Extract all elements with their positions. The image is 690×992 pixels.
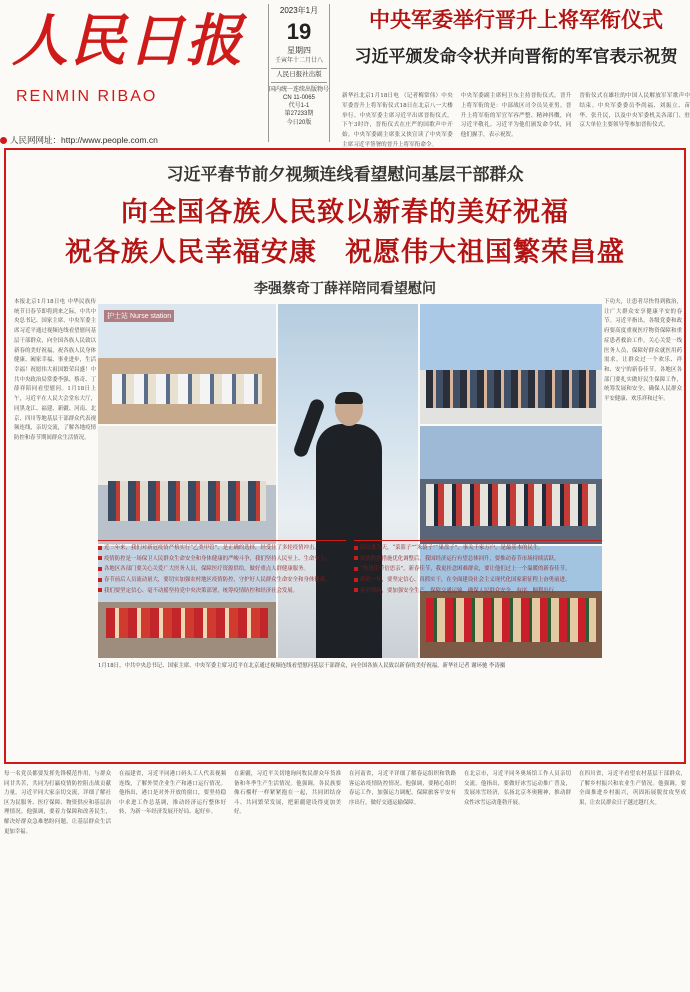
key-point: 春节前后人员流动量大，要切实加强农村地区疫情防控，守护好人民群众生命安全和身体健康。 bbox=[98, 576, 346, 586]
key-point: 疫情防控措施优化调整后，我国经济运行有望总体回升，要推动春节市场持续活跃。 bbox=[354, 555, 602, 565]
date-year-month: 2023年1月 bbox=[279, 6, 319, 15]
photo-railway-station[interactable] bbox=[420, 426, 602, 544]
portrait-hair bbox=[335, 392, 363, 404]
main-story-kicker: 习近平春节前夕视频连线看望慰问基层干部群众 bbox=[166, 165, 524, 185]
issue-number: 第27233期 bbox=[284, 111, 314, 118]
top-story[interactable] bbox=[342, 4, 690, 148]
main-story-frame bbox=[4, 148, 686, 764]
top-story-body bbox=[342, 92, 690, 151]
masthead bbox=[0, 0, 690, 148]
photo-port-workers[interactable] bbox=[420, 304, 602, 424]
date-day: 19 bbox=[286, 18, 312, 44]
key-point: 春节期间，要加强安全生产，保障交通运输，确保人民群众安全、有序、顺利出行。 bbox=[354, 587, 602, 597]
body-column: 在四川省，习近平看望农村基层干部群众，了解乡村振兴和农业生产情况。他强调，要全面推进乡村振兴，巩固拓展脱贫攻坚成果，让农民群众日子越过越红火。 bbox=[579, 771, 686, 806]
bullet-square-icon bbox=[98, 588, 102, 592]
lower-body-text bbox=[4, 770, 686, 988]
photo-nurse-station[interactable] bbox=[98, 304, 276, 424]
logo-chinese: 人民日报 bbox=[12, 8, 244, 74]
main-headline-2[interactable]: 祝各族人民幸福安康 祝愿伟大祖国繁荣昌盛 bbox=[65, 237, 625, 268]
newspaper-logo[interactable] bbox=[4, 2, 262, 88]
website-text: 人民网网址：http://www.people.com.cn bbox=[10, 135, 158, 145]
main-story-deck: 李强蔡奇丁薛祥陪同看望慰问 bbox=[254, 281, 436, 297]
key-points-left bbox=[98, 540, 346, 756]
cn-number: CN 11-0065 bbox=[283, 95, 315, 102]
top-story-subtitle: 习近平颁发命令状并向晋衔的军官表示祝贺 bbox=[354, 47, 678, 67]
bullet-square-icon bbox=[354, 556, 358, 560]
key-point: 各地区各部门要关心关爱广大医务人员，保障医疗资源供给，做好重点人群健康服务。 bbox=[98, 565, 346, 575]
key-point: 我们要坚定信心、毫不动摇坚持党中央决策部署，统筹疫情防控和经济社会发展。 bbox=[98, 587, 346, 597]
bullet-square-icon bbox=[354, 567, 358, 571]
key-points-right bbox=[354, 540, 602, 756]
key-point: 疫情防控是一场保卫人民群众生命安全和身体健康的严峻斗争，我们坚持人民至上、生命至上。 bbox=[98, 555, 346, 565]
main-story-lead: 本报北京1月18日电 中华民族传统节日春节即将到来之际，中共中央总书记、国家主席、中央军委主席习近平通过视频连线看望慰问基层干部群众，向全国各族人民致以新春的美好祝福，祝各族人民身体健康、阖家幸福、事业进步，生活幸福！祝愿伟大祖国繁荣昌盛！中共中央政治局常委李强、蔡奇、丁薛祥陪同看望慰问。1月18日上午，习近平在人民大会堂东大厅，同黑龙江、福建、新疆、河南、北京、四川等地基层干部群众代表视频连线，亲切交流，了解各地疫情防控和春节期间群众生活情况。 bbox=[14, 299, 96, 442]
photo-medical-staff[interactable] bbox=[98, 426, 276, 544]
date-box bbox=[268, 4, 330, 142]
top-story-title: 中央军委举行晋升上将军衔仪式 bbox=[369, 8, 663, 32]
body-column: 在北京市，习近平同冬奥场馆工作人员亲切交流。他指出，要做好冰雪运动推广普及，发展冰雪经济，弘扬北京冬奥精神，推动群众性冰雪运动蓬勃开展。 bbox=[464, 771, 571, 806]
key-point: 新的一年，要坚定信心、真抓实干，在全面建设社会主义现代化国家新征程上奋勇前进。 bbox=[354, 576, 602, 586]
top-story-paragraph: 中央军委副主席何卫东主持晋衔仪式。晋升上将军衔的是：中部战区司令员吴亚男。晋升上将军衔的军官军容严整、精神抖擞，向习近平敬礼。习近平为他们颁发命令状，同他们握手，表示祝贺。 bbox=[460, 93, 572, 139]
bullet-square-icon bbox=[98, 546, 102, 550]
issn-label: 国内统一连续出版物号 bbox=[269, 87, 330, 94]
bullet-square-icon bbox=[354, 546, 358, 550]
lunar-date: 壬寅年十二月廿八 bbox=[274, 58, 323, 65]
key-points bbox=[98, 540, 602, 756]
bullet-square-icon bbox=[98, 578, 102, 582]
top-story-paragraph: 新华社北京1月18日电 （记者梅常伟）中央军委晋升上将军衔仪式18日在北京八一大楼举行。中央军委主席习近平出席晋衔仪式。下午3时许，晋衔仪式在庄严的国歌声中开始。中央军委副主席张又侠宣读了中央军委主席习近平签署的晋升上将军衔命令。 bbox=[342, 93, 453, 148]
postal-code: 代号1-1 bbox=[288, 103, 310, 110]
bullet-square-icon bbox=[354, 588, 358, 592]
main-headline-1[interactable]: 向全国各族人民致以新春的美好祝福 bbox=[121, 197, 569, 228]
body-column: 在福建省，习近平同港口码头工人代表视频连线，了解外贸企业生产和港口运行情况。他指出，港口是对外开放的窗口，要坚持稳中求进工作总基调，推动经济运行整体好转，为新一年经济发展开好局、起好步。 bbox=[119, 771, 226, 816]
bullet-square-icon bbox=[354, 578, 358, 582]
photo-label: 护士站 Nurse station bbox=[104, 310, 174, 322]
photo-caption: 1月18日，中共中央总书记、国家主席、中央军委主席习近平在北京通过视频连线看望慰问基层干部群众，向全国各族人民致以新春的美好祝福。新华社记者 谢环驰 李涛摄 bbox=[98, 663, 506, 669]
body-column: 在新疆，习近平关切地询问牧民群众年货准备和冬季生产生活情况。他强调，各民族要像石榴籽一样紧紧抱在一起，共同团结奋斗、共同繁荣发展，把新疆建设得更加美好。 bbox=[234, 771, 341, 816]
logo-english: RENMIN RIBAO bbox=[16, 88, 158, 105]
key-point: 民以食为天，“菜篮子”“米袋子”“果盘子”，事关千家万户，是最基本的民生。 bbox=[354, 544, 602, 554]
top-story-paragraph: 晋衔仪式在雄壮的中国人民解放军军歌声中结束。中央军委委员李尚福、刘振立、苗华、张升民，以及中央军委机关各部门、驻京大单位主要领导等参加晋衔仪式。 bbox=[579, 93, 690, 129]
key-point: 近三年来，我们对新冠疫情严格实行“乙类甲管”，是正确的选择，经受住了多轮疫情冲击。 bbox=[98, 544, 346, 554]
body-column: 在河南省，习近平详细了解春运组织和铁路客运站疫情防控情况。他强调，要精心组织春运工作，加强运力调配，保障旅客平安有序出行，做好交通运输保障。 bbox=[349, 771, 456, 806]
weekday: 星期四 bbox=[287, 46, 311, 56]
main-story-continuation: 下功夫，让患者尽快得到救治，让广大群众安享健康平安的春节。习近平指出，各级党委和政府要高度重视医疗物资保障和重症患者救治工作，关心关爱一线医务人员，保障好群众就医用药需求，让群众过一个欢乐、祥和、安宁的新春佳节。各地区各部门要扎实做好民生保障工作，统筹发展和安全，确保人民群众平安健康、欢乐祥和过年。 bbox=[604, 299, 682, 403]
bullet-square-icon bbox=[98, 567, 102, 571]
page-count: 今日20版 bbox=[286, 119, 312, 126]
key-point: “每逢佳节倍思亲”，新春佳节，我更挂念困难群众，要让他们过上一个温暖的新春佳节。 bbox=[354, 565, 602, 575]
bullet-square-icon bbox=[98, 556, 102, 560]
website-icon bbox=[0, 137, 7, 144]
body-column: 每一名党员都要发挥先锋模范作用，与群众同甘共苦，共同为打赢疫情防控阻击战贡献力量。习近平同大家亲切交流，详细了解社区为民服务、医疗保障、物资供应和基层治理情况。他强调，要着力保障和改善民生，解决好群众急难愁盼问题，让基层群众生活更加幸福。 bbox=[4, 771, 111, 835]
website-line[interactable] bbox=[0, 134, 158, 146]
publisher: 人民日报社出版 bbox=[271, 68, 327, 83]
